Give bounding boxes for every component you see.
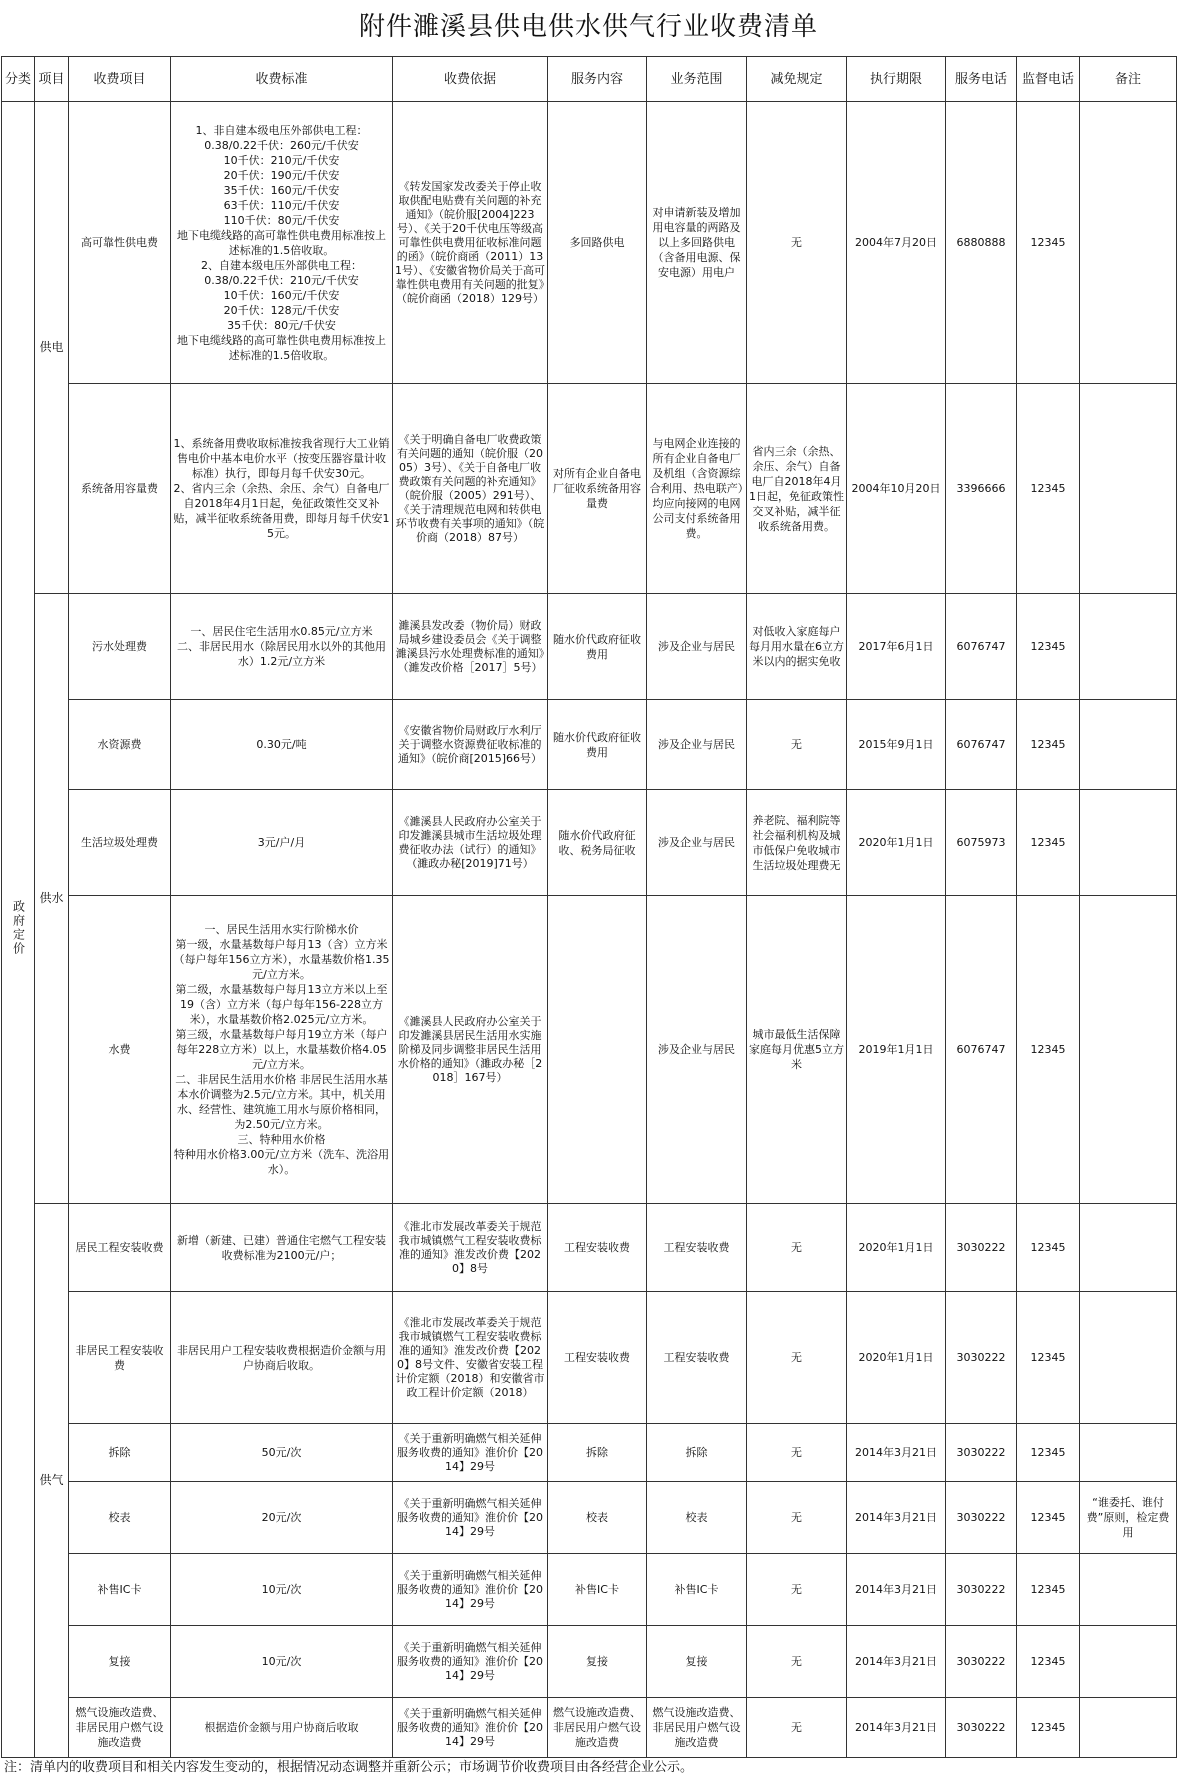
basis-cell: 《安徽省物价局财政厅水利厅关于调整水资源费征收标准的通知》（皖价商[2015]66号） bbox=[393, 700, 548, 790]
basis-cell: 《关于重新明确燃气相关延伸服务收费的通知》淮价价【2014】29号 bbox=[393, 1482, 548, 1554]
service-cell: 随水价代政府征收费用 bbox=[548, 700, 647, 790]
remark-cell bbox=[1080, 1626, 1177, 1698]
remark-cell: “谁委托、谁付费”原则，检定费用 bbox=[1080, 1482, 1177, 1554]
table-row bbox=[2, 102, 1177, 384]
fee-item-cell: 水费 bbox=[69, 896, 171, 1204]
period-cell: 2014年3月21日 bbox=[847, 1554, 946, 1626]
period-cell: 2014年3月21日 bbox=[847, 1626, 946, 1698]
remark-cell bbox=[1080, 1424, 1177, 1482]
table-row bbox=[2, 700, 1177, 790]
remark-cell bbox=[1080, 1698, 1177, 1758]
scope-cell: 涉及企业与居民 bbox=[647, 896, 747, 1204]
basis-cell: 濉溪县发改委（物价局）财政局城乡建设委员会《关于调整濉溪县污水处理费标准的通知》（濉发改价格［2017］5号） bbox=[393, 594, 548, 700]
relief-cell: 无 bbox=[747, 1698, 847, 1758]
phone-cell: 3030222 bbox=[946, 1482, 1017, 1554]
header-cell: 减免规定 bbox=[747, 57, 847, 102]
basis-cell: 《关于明确自备电厂收费政策有关问题的通知（皖价服（2005）3号）、《关于自备电厂收费政策有关问题的补充通知》（皖价服（2005）291号）、《关于清理规范电网和转供电环节收费有关事项的通知》（皖价商（2018）87号） bbox=[393, 384, 548, 594]
relief-cell: 无 bbox=[747, 1482, 847, 1554]
table-row bbox=[2, 896, 1177, 1204]
standard-cell: 50元/次 bbox=[171, 1424, 393, 1482]
period-cell: 2014年3月21日 bbox=[847, 1698, 946, 1758]
scope-cell: 拆除 bbox=[647, 1424, 747, 1482]
standard-cell: 20元/次 bbox=[171, 1482, 393, 1554]
fee-item-cell: 燃气设施改造费、非居民用户燃气设施改造费 bbox=[69, 1698, 171, 1758]
table-row bbox=[2, 1204, 1177, 1292]
header-cell: 服务电话 bbox=[946, 57, 1017, 102]
fee-item-cell: 复接 bbox=[69, 1626, 171, 1698]
phone-cell: 3030222 bbox=[946, 1424, 1017, 1482]
service-cell: 燃气设施改造费、非居民用户燃气设施改造费 bbox=[548, 1698, 647, 1758]
basis-cell: 《转发国家发改委关于停止收取供配电贴费有关问题的补充通知》（皖价服[2004]223号）、《关于20千伏电压等级高可靠性供电费用征收标准问题的函》（皖价商函（2011）131号）、《安徽省物价局关于高可靠性供电费用有关问题的批复》（皖价商函（2018）129号） bbox=[393, 102, 548, 384]
standard-cell: 一、居民生活用水实行阶梯水价 第一级，水量基数每户每月13（含）立方米（每户每年156立方米），水量基数价格1.35元/立方米。 第二级，水量基数每户每月13立方米以上至19（含）立方米（每户每年156-228立方米），水量基数价格2.025元/立方米。 第三级，水量基数每户每月19立方米（每户每年228立方米）以上，水量基数价格4.05元/立方米。 二、非居民生活用水价格 非居民生活用水基本水价调整为2.5元/立方米。其中，机关用水、经营性、建筑施工用水与原价格相同，为2.50元/立方米。 三、特种用水价格 特种用水价格3.00元/立方米（洗车、洗浴用水）。 bbox=[171, 896, 393, 1204]
service-cell: 随水价代政府征收费用 bbox=[548, 594, 647, 700]
header-cell: 服务内容 bbox=[548, 57, 647, 102]
basis-cell: 《关于重新明确燃气相关延伸服务收费的通知》淮价价【2014】29号 bbox=[393, 1424, 548, 1482]
period-cell: 2020年1月1日 bbox=[847, 1292, 946, 1424]
header-cell: 备注 bbox=[1080, 57, 1177, 102]
standard-cell: 3元/户/月 bbox=[171, 790, 393, 896]
header-cell: 收费标准 bbox=[171, 57, 393, 102]
service-cell: 复接 bbox=[548, 1626, 647, 1698]
relief-cell: 养老院、福利院等社会福利机构及城市低保户免收城市生活垃圾处理费无 bbox=[747, 790, 847, 896]
remark-cell bbox=[1080, 1204, 1177, 1292]
table-row bbox=[2, 1292, 1177, 1424]
supervise-phone-cell: 12345 bbox=[1017, 384, 1080, 594]
period-cell: 2019年1月1日 bbox=[847, 896, 946, 1204]
scope-cell: 对申请新装及增加用电容量的两路及以上多回路供电（含备用电源、保安电源）用电户 bbox=[647, 102, 747, 384]
supervise-phone-cell: 12345 bbox=[1017, 1204, 1080, 1292]
supervise-phone-cell: 12345 bbox=[1017, 896, 1080, 1204]
fee-item-cell: 水资源费 bbox=[69, 700, 171, 790]
phone-cell: 6076747 bbox=[946, 594, 1017, 700]
service-cell: 对所有企业自备电厂征收系统备用容量费 bbox=[548, 384, 647, 594]
standard-cell: 1、非自建本级电压外部供电工程： 0.38/0.22千伏：260元/千伏安 10千伏：210元/千伏安 20千伏：190元/千伏安 35千伏：160元/千伏安 63千伏：110元/千伏安 110千伏：80元/千伏安 地下电缆线路的高可靠性供电费用标准按上述标准的1.5倍收取。 2、自建本级电压外部供电工程： 0.38/0.22千伏：210元/千伏安 10千伏：160元/千伏安 20千伏：128元/千伏安 35千伏：80元/千伏安 地下电缆线路的高可靠性供电费用标准按上述标准的1.5倍收取。 bbox=[171, 102, 393, 384]
remark-cell bbox=[1080, 1554, 1177, 1626]
footnote: 注：清单内的收费项目和相关内容发生变动的，根据情况动态调整并重新公示；市场调节价收费项目由各经营企业公示。 bbox=[4, 1760, 694, 1775]
table-row bbox=[2, 384, 1177, 594]
phone-cell: 3030222 bbox=[946, 1626, 1017, 1698]
phone-cell: 3030222 bbox=[946, 1204, 1017, 1292]
service-cell: 多回路供电 bbox=[548, 102, 647, 384]
group-cell: 供电 bbox=[35, 102, 69, 594]
table-row bbox=[2, 1626, 1177, 1698]
supervise-phone-cell: 12345 bbox=[1017, 594, 1080, 700]
scope-cell: 校表 bbox=[647, 1482, 747, 1554]
period-cell: 2015年9月1日 bbox=[847, 700, 946, 790]
remark-cell bbox=[1080, 384, 1177, 594]
remark-cell bbox=[1080, 790, 1177, 896]
standard-cell: 根据造价金额与用户协商后收取 bbox=[171, 1698, 393, 1758]
scope-cell: 与电网企业连接的所有企业自备电厂及机组（含资源综合利用、热电联产）均应向接网的电网公司支付系统备用费。 bbox=[647, 384, 747, 594]
period-cell: 2020年1月1日 bbox=[847, 1204, 946, 1292]
relief-cell: 无 bbox=[747, 102, 847, 384]
supervise-phone-cell: 12345 bbox=[1017, 102, 1080, 384]
basis-cell: 《淮北市发展改革委关于规范我市城镇燃气工程安装收费标准的通知》淮发改价费【2020】8号文件、安徽省安装工程计价定额（2018）和安徽省市政工程计价定额（2018） bbox=[393, 1292, 548, 1424]
fee-item-cell: 居民工程安装收费 bbox=[69, 1204, 171, 1292]
table-row bbox=[2, 1424, 1177, 1482]
phone-cell: 6076747 bbox=[946, 700, 1017, 790]
standard-cell: 非居民用户工程安装收费根据造价金额与用户协商后收取。 bbox=[171, 1292, 393, 1424]
relief-cell: 对低收入家庭每户每月用水量在6立方米以内的据实免收 bbox=[747, 594, 847, 700]
fee-item-cell: 高可靠性供电费 bbox=[69, 102, 171, 384]
scope-cell: 工程安装收费 bbox=[647, 1292, 747, 1424]
relief-cell: 省内三余（余热、余压、余气）自备电厂自2018年4月1日起，免征政策性交叉补贴，减半征收系统备用费。 bbox=[747, 384, 847, 594]
basis-cell: 《关于重新明确燃气相关延伸服务收费的通知》淮价价【2014】29号 bbox=[393, 1554, 548, 1626]
standard-cell: 新增（新建、已建）普通住宅燃气工程安装收费标准为2100元/户； bbox=[171, 1204, 393, 1292]
relief-cell: 无 bbox=[747, 1424, 847, 1482]
period-cell: 2020年1月1日 bbox=[847, 790, 946, 896]
service-cell: 工程安装收费 bbox=[548, 1292, 647, 1424]
service-cell: 补售IC卡 bbox=[548, 1554, 647, 1626]
relief-cell: 无 bbox=[747, 700, 847, 790]
remark-cell bbox=[1080, 594, 1177, 700]
period-cell: 2004年7月20日 bbox=[847, 102, 946, 384]
relief-cell: 无 bbox=[747, 1292, 847, 1424]
remark-cell bbox=[1080, 700, 1177, 790]
header-cell: 监督电话 bbox=[1017, 57, 1080, 102]
fee-item-cell: 生活垃圾处理费 bbox=[69, 790, 171, 896]
supervise-phone-cell: 12345 bbox=[1017, 1554, 1080, 1626]
fee-item-cell: 非居民工程安装收费 bbox=[69, 1292, 171, 1424]
scope-cell: 涉及企业与居民 bbox=[647, 594, 747, 700]
header-cell: 业务范围 bbox=[647, 57, 747, 102]
header-cell: 收费项目 bbox=[69, 57, 171, 102]
supervise-phone-cell: 12345 bbox=[1017, 1482, 1080, 1554]
supervise-phone-cell: 12345 bbox=[1017, 790, 1080, 896]
fee-item-cell: 拆除 bbox=[69, 1424, 171, 1482]
supervise-phone-cell: 12345 bbox=[1017, 700, 1080, 790]
supervise-phone-cell: 12345 bbox=[1017, 1626, 1080, 1698]
category-cell bbox=[2, 102, 35, 1758]
period-cell: 2014年3月21日 bbox=[847, 1424, 946, 1482]
table-row bbox=[2, 594, 1177, 700]
relief-cell: 无 bbox=[747, 1626, 847, 1698]
period-cell: 2004年10月20日 bbox=[847, 384, 946, 594]
basis-cell: 《淮北市发展改革委关于规范我市城镇燃气工程安装收费标准的通知》淮发改价费【2020】8号 bbox=[393, 1204, 548, 1292]
standard-cell: 0.30元/吨 bbox=[171, 700, 393, 790]
group-cell: 供气 bbox=[35, 1204, 69, 1758]
phone-cell: 6076747 bbox=[946, 896, 1017, 1204]
relief-cell: 无 bbox=[747, 1554, 847, 1626]
phone-cell: 3030222 bbox=[946, 1554, 1017, 1626]
table-row bbox=[2, 1482, 1177, 1554]
table-row bbox=[2, 1698, 1177, 1758]
header-cell: 收费依据 bbox=[393, 57, 548, 102]
remark-cell bbox=[1080, 102, 1177, 384]
standard-cell: 10元/次 bbox=[171, 1554, 393, 1626]
table-row bbox=[2, 1554, 1177, 1626]
phone-cell: 6075973 bbox=[946, 790, 1017, 896]
basis-cell: 《濉溪县人民政府办公室关于印发濉溪县城市生活垃圾处理费征收办法（试行）的通知》（濉政办秘[2019]71号） bbox=[393, 790, 548, 896]
fee-item-cell: 污水处理费 bbox=[69, 594, 171, 700]
scope-cell: 涉及企业与居民 bbox=[647, 700, 747, 790]
category-label: 政府定价 bbox=[11, 899, 26, 956]
service-cell: 拆除 bbox=[548, 1424, 647, 1482]
scope-cell: 燃气设施改造费、非居民用户燃气设施改造费 bbox=[647, 1698, 747, 1758]
service-cell: 校表 bbox=[548, 1482, 647, 1554]
phone-cell: 3396666 bbox=[946, 384, 1017, 594]
relief-cell: 城市最低生活保障家庭每月优惠5立方米 bbox=[747, 896, 847, 1204]
service-cell: 工程安装收费 bbox=[548, 1204, 647, 1292]
standard-cell: 10元/次 bbox=[171, 1626, 393, 1698]
basis-cell: 《关于重新明确燃气相关延伸服务收费的通知》淮价价【2014】29号 bbox=[393, 1698, 548, 1758]
standard-cell: 一、居民住宅生活用水0.85元/立方米 二、非居民用水（除居民用水以外的其他用水）1.2元/立方米 bbox=[171, 594, 393, 700]
basis-cell: 《濉溪县人民政府办公室关于印发濉溪县居民生活用水实施阶梯及同步调整非居民生活用水价格的通知》（濉政办秘［2018］167号） bbox=[393, 896, 548, 1204]
period-cell: 2014年3月21日 bbox=[847, 1482, 946, 1554]
phone-cell: 3030222 bbox=[946, 1698, 1017, 1758]
scope-cell: 补售IC卡 bbox=[647, 1554, 747, 1626]
basis-cell: 《关于重新明确燃气相关延伸服务收费的通知》淮价价【2014】29号 bbox=[393, 1626, 548, 1698]
table-row bbox=[2, 790, 1177, 896]
scope-cell: 复接 bbox=[647, 1626, 747, 1698]
phone-cell: 3030222 bbox=[946, 1292, 1017, 1424]
remark-cell bbox=[1080, 1292, 1177, 1424]
phone-cell: 6880888 bbox=[946, 102, 1017, 384]
supervise-phone-cell: 12345 bbox=[1017, 1292, 1080, 1424]
header-cell: 分类 bbox=[2, 57, 35, 102]
group-cell: 供水 bbox=[35, 594, 69, 1204]
scope-cell: 工程安装收费 bbox=[647, 1204, 747, 1292]
remark-cell bbox=[1080, 896, 1177, 1204]
service-cell bbox=[548, 896, 647, 1204]
fee-item-cell: 校表 bbox=[69, 1482, 171, 1554]
header-cell: 项目 bbox=[35, 57, 69, 102]
page-title: 附件濉溪县供电供水供气行业收费清单 bbox=[358, 12, 818, 42]
service-cell: 随水价代政府征收、税务局征收 bbox=[548, 790, 647, 896]
relief-cell: 无 bbox=[747, 1204, 847, 1292]
supervise-phone-cell: 12345 bbox=[1017, 1698, 1080, 1758]
header-cell: 执行期限 bbox=[847, 57, 946, 102]
fee-table bbox=[1, 56, 1177, 1758]
standard-cell: 1、系统备用费收取标准按我省现行大工业销售电价中基本电价水平（按变压器容量计收标准）执行，即每月每千伏安30元。 2、省内三余（余热、余压、余气）自备电厂自2018年4月1日起，免征政策性交叉补贴，减半征收系统备用费，即每月每千伏安15元。 bbox=[171, 384, 393, 594]
header-row bbox=[2, 57, 1177, 102]
scope-cell: 涉及企业与居民 bbox=[647, 790, 747, 896]
period-cell: 2017年6月1日 bbox=[847, 594, 946, 700]
supervise-phone-cell: 12345 bbox=[1017, 1424, 1080, 1482]
fee-item-cell: 补售IC卡 bbox=[69, 1554, 171, 1626]
fee-item-cell: 系统备用容量费 bbox=[69, 384, 171, 594]
